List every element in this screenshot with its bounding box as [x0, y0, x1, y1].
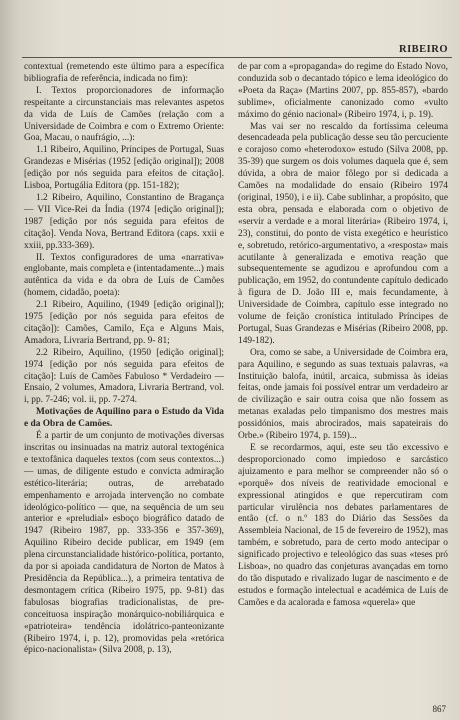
header-rule	[22, 57, 452, 58]
section-heading: Motivações de Aquilino para o Estudo da Vida e da Obra de Camões.	[24, 407, 224, 430]
paragraph: Mas vai ser no rescaldo da fortíssima celeuma desencadeada pela publicação desse seu tão percuciente e corajoso como «heterodoxo» estudo (Silva 2008, pp. 35-39) que surgem os dois volumes daquela que é, sem dúvida, a obra de maior fôlego por si dedicada a Camões na modalidade do ensaio (Ribeiro 1974 (original, 1950), i e ii). Cabe sublinhar, a propósito, que esta obra, pensada e elaborada com o objetivo de «servir a verdade e a moral literária» (Ribeiro 1974, i, 23), constitui, do ponto de vista exegético e heurístico e, sobretudo, retórico-argumentativo, a «resposta» mais acutilante à generalizada e emotiva reação que subsequentemente se agudizou e aprofundou com a publicação, em 1952, do contundente capítulo dedicado à figura de D. João III e, mais fecundamente, à Universidade de Coimbra, capítulo esse integrado no volume de feição cronística intitulado Príncipes de Portugal, Suas Grandezas e Misérias (Ribeiro 2008, pp. 149-182).	[238, 121, 448, 346]
left-column	[24, 62, 224, 657]
page-number: 867	[432, 704, 446, 714]
running-header: RIBEIRO	[398, 44, 448, 55]
paragraph: contextual (remetendo este último para a específica bibliografia de referência, indicada no fim):	[24, 62, 224, 84]
paragraph: Ora, como se sabe, a Universidade de Coimbra era, para Aquilino, e segundo as suas textuais palavras, «a Instituição balofa, inútil, arcaica, submissa às ideias feitas, onde jamais foi possível entrar um verdadeiro ar de civilização e sair outra coisa que não fossem as metanas exaladas pelo timpanismo dos mestres mais possidónios, mais abrocirados, mais sapateirais do Orbe.» (Ribeiro 1974, p. 159)...	[238, 347, 448, 442]
paragraph: É a partir de um conjunto de motivações diversas inscritas ou insinuadas na matriz autoral textogénica e textofânica daqueles textos (com seus contextos...) — umas, de diligente estudo e convicta admiração estético-literária; outras, de arrebatado empenhamento e arrojada intervenção no combate ideológico-político — que, na sequência de um seu anterior e «preludial» esboço biográfico datado de 1947 (Ribeiro 1987, pp. 333-356 e 357-369), Aquilino Ribeiro decide publicar, em 1949 (em plena circunstancialidade histórico-política, portanto, da por si apoiada candidatura de Norton de Matos à Presidência da República...), a primeira tentativa de desmontagem crítica (Ribeiro 1975, pp. 9-81) das fabulosas biografias tradicionalistas, de pre-conceituosa inspiração monárquico-nobiliárquica e «patrioteira» tendência idolátrico-panteonizante (Ribeiro 1974, i, p. 12), promovidas pela «retórica épico-nacionalista» (Silva 2008, p. 13),	[24, 431, 224, 656]
paragraph: I. Textos proporcionadores de informação respeitante a circunstanciais mas relevantes aspetos da vida de Luís de Camões (relação com a Universidade de Coimbra e com o Extremo Oriente: Goa, Macau, o naufrágio, ...):	[24, 85, 224, 144]
paragraph: de par com a «propaganda» do regime do Estado Novo, conduzida sob o decantado tópico e lema ideológico do «Poeta da Raça» (Martins 2007, pp. 855-857), «bardo sublime», oficialmente canonizado como «vulto máximo do génio nacional» (Ribeiro 1974, i, p. 19).	[238, 62, 448, 120]
reference-entry: 2.2 Ribeiro, Aquilino, (1950 [edição original]; 1974 [edição por nós seguida para efeitos de citação]: Luís de Camões Fabuloso * Verdadeiro — Ensaio, 2 volumes, Amadora, Livraria Bertrand, vol. i, pp. 7-246; vol. ii, pp. 7-274.	[24, 347, 224, 406]
reference-entry: 2.1 Ribeiro, Aquilino, (1949 [edição original]); 1975 [edição por nós seguida para efeitos de citação]): Camões, Camilo, Eça e Alguns Mais, Amadora, Livraria Bertrand, pp. 9- 81;	[24, 300, 224, 346]
reference-entry: 1.1 Ribeiro, Aquilino, Príncipes de Portugal, Suas Grandezas e Misérias (1952 [edição original]); 2008 [edição por nós seguida para efeitos de citação]. Lisboa, Portugália Editora (pp. 151-182);	[24, 145, 224, 192]
paragraph: E se recordarmos, aqui, este seu tão excessivo e desproporcionado como impiedoso e sarcástico ajuizamento e para melhor se compreender não só o «porquê» dos níveis de reatividade emocional e expressional atingidos e que repercutiram com particular virulência nos debates parlamentares de então (cf. o n.º 183 do Diário das Sessões da Assembleia Nacional, de 15 de fevereiro de 1952), mas também, e sobretudo, para de certo modo antecipar o significado projectivo e teleológico das suas «teses pró Lisboa», no quadro das conjeturas avançadas em torno do tão disputado e rivalizado lugar de nascimento e de estudos e formação intelectual e académica de Luís de Camões e da acalorada e famosa «querela» que	[238, 443, 448, 608]
right-column	[238, 62, 448, 610]
reference-entry: 1.2 Ribeiro, Aquilino, Constantino de Bragança — VII Vice-Rei da Índia (1974 [edição original]); 1987 [edição por nós seguida para efeitos de citação]. Venda Nova, Bertrand Editora (caps. xxii e xxiii, pp.333-369).	[24, 192, 224, 251]
paragraph: II. Textos configuradores de uma «narrativa» englobante, mais completa e (intentadamente...) mais autêntica da vida e da obra de Luís de Camões (homem, cidadão, poeta):	[24, 252, 224, 299]
